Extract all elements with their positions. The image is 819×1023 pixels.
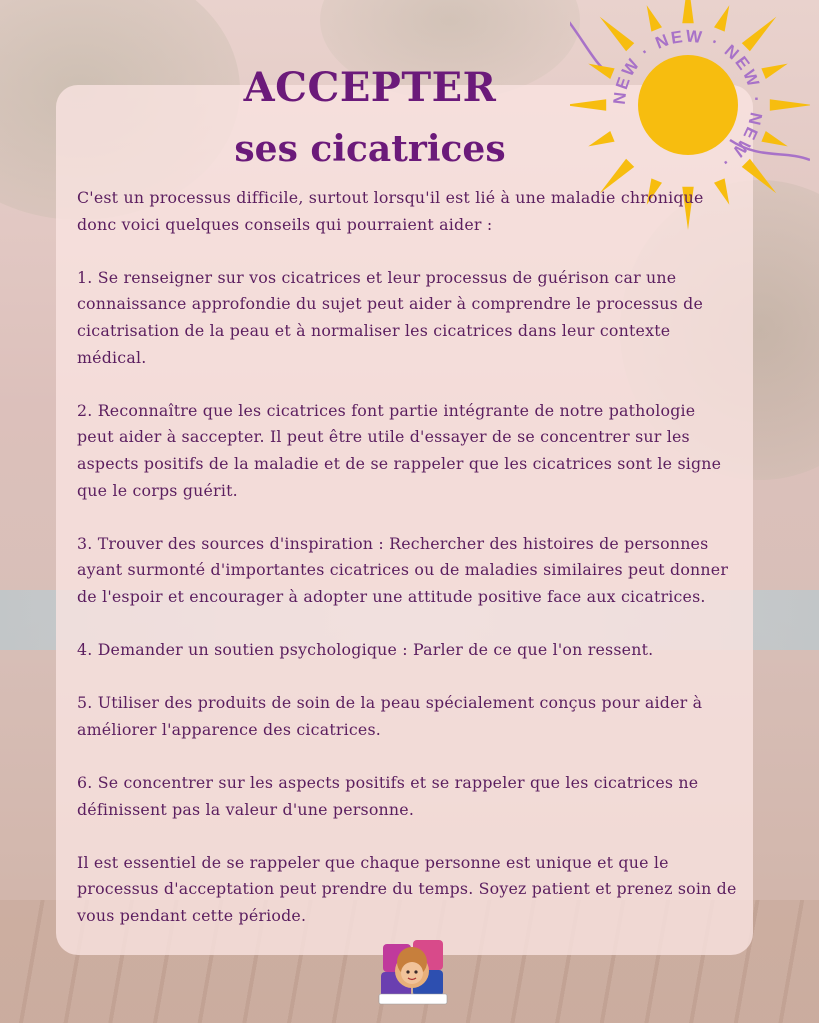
new-badge-text: NEW · NEW · NEW · NEW · <box>609 26 767 174</box>
conclusion-paragraph: Il est essentiel de se rappeler que chaque personne est unique et que le processus d'acceptation peut prendre du temps. Soyez patient et prenez soin de vous pendant cette période. <box>77 852 737 926</box>
sun-ray <box>742 159 777 194</box>
tip-6-paragraph: 6. Se concentrer sur les aspects positifs et se rappeler que les cicatrices ne définissent pas la valeur d'une personne. <box>77 773 699 819</box>
tip-1-paragraph: 1. Se renseigner sur vos cicatrices et leur processus de guérison car une connaissance approfondie du sujet peut aider à comprendre le processus de cicatrisation de la peau et à normaliser les cicatrices dans leur contexte médical. <box>77 267 704 367</box>
puzzle-avatar-logo-icon <box>375 938 451 1008</box>
article-body <box>77 185 737 956</box>
sun-ray <box>770 99 810 110</box>
page-title-line1: ACCEPTER <box>243 64 497 111</box>
sun-ray <box>600 17 635 52</box>
page-title-line2: ses cicatrices <box>234 128 506 170</box>
sun-ray <box>761 131 787 146</box>
sun-ray <box>761 64 787 79</box>
tip-3-paragraph: 3. Trouver des sources d'inspiration : Rechercher des histoires de personnes ayant surmonté d'importantes cicatrices ou de maladies similaires peut donner de l'espoir et encourager à adopter une attitude positive face aux cicatrices. <box>77 533 729 606</box>
sun-ray <box>647 5 662 31</box>
sun-ray <box>682 0 693 23</box>
tip-5-paragraph: 5. Utiliser des produits de soin de la peau spécialement conçus pour aider à améliorer l'apparence des cicatrices. <box>77 693 703 739</box>
sun-ray <box>714 5 729 31</box>
intro-paragraph: C'est un processus difficile, surtout lorsqu'il est lié à une maladie chronique donc voici quelques conseils qui pourraient aider : <box>77 188 704 234</box>
sun-ray <box>742 17 777 52</box>
tip-2-paragraph: 2. Reconnaître que les cicatrices font partie intégrante de notre pathologie peut aider à saccepter. Il peut être utile d'essayer de se concentrer sur les aspects positifs de la maladie et de se rappeler que les cicatrices sont le signe que le corps guérit. <box>77 400 722 500</box>
tip-4-paragraph: 4. Demander un soutien psychologique : Parler de ce que l'on ressent. <box>77 640 654 660</box>
